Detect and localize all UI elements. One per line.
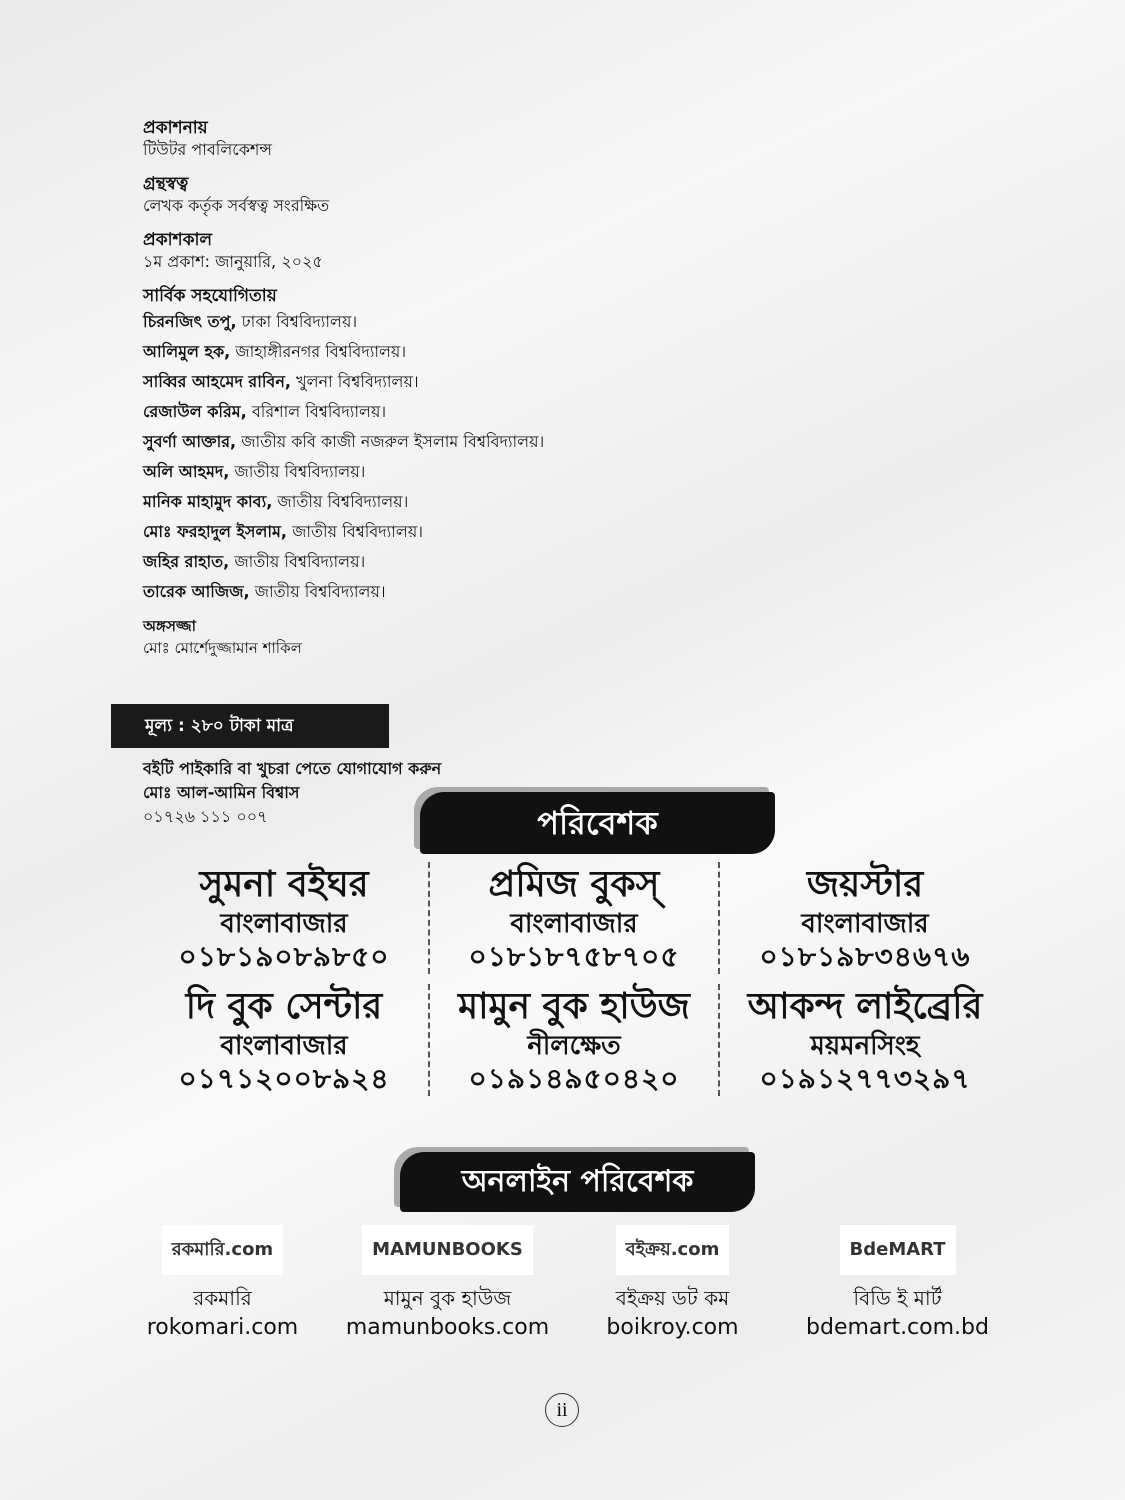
shop-name: বইক্রয় ডট কম <box>615 1286 730 1310</box>
distributor-card <box>720 862 1010 974</box>
credit-name: সাব্বির আহমেদ রাবিন, <box>143 372 291 391</box>
distributor-name: প্রমিজ বুকস্ <box>488 864 660 905</box>
shop-name: মামুন বুক হাউজ <box>383 1286 512 1310</box>
credit-item <box>143 427 703 457</box>
credit-institution: জাতীয় বিশ্ববিদ্যালয়। <box>234 552 366 571</box>
credit-item <box>143 397 703 427</box>
distributor-name: আকন্দ লাইব্রেরি <box>747 986 983 1027</box>
credit-item <box>143 547 703 577</box>
shop-logo: MAMUNBOOKS <box>362 1225 533 1275</box>
credit-item <box>143 307 703 337</box>
contact-phone: ০১৭২৬ ১১১ ০০৭ <box>143 807 268 826</box>
credit-item <box>143 487 703 517</box>
distributor-location: বাংলাবাজার <box>510 909 638 939</box>
credit-name: মোঃ ফরহাদুল ইসলাম, <box>143 522 287 541</box>
credit-institution: ঢাকা বিশ্ববিদ্যালয়। <box>241 312 358 331</box>
page-number: ii <box>545 1393 579 1427</box>
distributor-phone: ০১৭১২০০৮৯২৪ <box>178 1062 390 1095</box>
distributor-phone: ০১৮১৯০৮৯৮৫০ <box>178 940 390 973</box>
distributor-card <box>430 862 720 974</box>
distributor-phone: ০১৯১৪৯৫০৪২০ <box>468 1062 680 1095</box>
online-shop <box>110 1225 335 1343</box>
publisher: টিউটর পাবলিকেশন্স <box>143 140 272 159</box>
imprint-info <box>143 117 703 671</box>
shop-name: বিডি ই মার্ট <box>853 1286 942 1310</box>
credit-institution: জাতীয় বিশ্ববিদ্যালয়। <box>277 492 409 511</box>
credit-item <box>143 457 703 487</box>
design-label: অঙ্গসজ্জা <box>143 617 196 635</box>
credits-list <box>143 307 703 607</box>
shop-logo: রকমারি.com <box>162 1225 283 1275</box>
credit-name: মানিক মাহামুদ কাব্য, <box>143 492 273 511</box>
distributor-card <box>140 862 430 974</box>
distributor-phone: ০১৮১৮৭৫৮৭০৫ <box>468 940 680 973</box>
credit-name: অলি আহমদ, <box>143 462 230 481</box>
pubdate-label: প্রকাশকাল <box>143 230 213 250</box>
shop-url[interactable]: rokomari.com <box>146 1315 299 1340</box>
shop-name: রকমারি <box>193 1286 252 1310</box>
price-box: মূল্য : ২৮০ টাকা মাত্র <box>111 704 389 748</box>
credit-item <box>143 577 703 607</box>
distributor-name: সুমনা বইঘর <box>199 864 369 905</box>
pubdate: ১ম প্রকাশ: জানুয়ারি, ২০২৫ <box>143 252 323 271</box>
distributor-card <box>720 984 1010 1096</box>
shop-logo: বইক্রয়.com <box>616 1225 730 1275</box>
online-shop <box>785 1225 1010 1343</box>
credit-name: চিরনজিৎ তপু, <box>143 312 237 331</box>
distributor-name: দি বুক সেন্টার <box>185 986 383 1027</box>
credit-institution: বরিশাল বিশ্ববিদ্যালয়। <box>251 402 387 421</box>
credit-item <box>143 337 703 367</box>
distributor-location: নীলক্ষেত <box>527 1031 621 1061</box>
distributors-banner: পরিবেশক <box>420 792 775 854</box>
contact-name: মোঃ আল-আমিন বিশ্বাস <box>143 783 300 802</box>
publisher-label: প্রকাশনায় <box>143 118 208 138</box>
credit-name: জহির রাহাত, <box>143 552 230 571</box>
shop-logo: BdeMART <box>840 1225 956 1275</box>
credit-name: তারেক আজিজ, <box>143 582 250 601</box>
contact-heading: বইটি পাইকারি বা খুচরা পেতে যোগাযোগ করুন <box>143 759 442 778</box>
copyright: লেখক কর্তৃক সর্বস্বত্ব সংরক্ষিত <box>143 196 330 215</box>
credit-institution: জাতীয় বিশ্ববিদ্যালয়। <box>254 582 386 601</box>
credit-institution: জাতীয় বিশ্ববিদ্যালয়। <box>292 522 423 541</box>
distributor-phone: ০১৯১২৭৭৩২৯৭ <box>759 1062 971 1095</box>
distributor-card <box>140 984 430 1096</box>
contact-info <box>143 757 441 829</box>
credit-institution: জাতীয় বিশ্ববিদ্যালয়। <box>234 462 366 481</box>
support-label: সার্বিক সহযোগিতায় <box>143 286 277 306</box>
credit-item <box>143 367 703 397</box>
distributor-name: মামুন বুক হাউজ <box>458 986 690 1027</box>
online-distributors-banner: অনলাইন পরিবেশক <box>400 1152 755 1212</box>
credit-institution: খুলনা বিশ্ববিদ্যালয়। <box>296 372 419 391</box>
designer: মোঃ মোর্শেদুজ্জামান শাকিল <box>143 639 302 657</box>
distributor-location: বাংলাবাজার <box>220 909 348 939</box>
credit-institution: জাহাঙ্গীরনগর বিশ্ববিদ্যালয়। <box>235 342 407 361</box>
credit-institution: জাতীয় কবি কাজী নজরুল ইসলাম বিশ্ববিদ্যালয়। <box>241 432 545 451</box>
distributor-location: বাংলাবাজার <box>801 909 929 939</box>
shop-url[interactable]: bdemart.com.bd <box>806 1315 989 1340</box>
credit-name: রেজাউল করিম, <box>143 402 247 421</box>
distributor-name: জয়স্টার <box>806 864 924 905</box>
distributor-card <box>430 984 720 1096</box>
online-shop <box>335 1225 560 1343</box>
shop-url[interactable]: boikroy.com <box>606 1315 739 1340</box>
online-shop <box>560 1225 785 1343</box>
shop-url[interactable]: mamunbooks.com <box>345 1315 550 1340</box>
credit-item <box>143 517 703 547</box>
distributor-location: ময়মনসিংহ <box>810 1031 920 1061</box>
distributor-location: বাংলাবাজার <box>220 1031 348 1061</box>
distributor-phone: ০১৮১৯৮৩৪৬৭৬ <box>759 940 971 973</box>
online-distributors <box>110 1225 1010 1343</box>
copyright-label: গ্রন্থস্বত্ব <box>143 174 189 194</box>
credit-name: সুবর্ণা আক্তার, <box>143 432 237 451</box>
distributors-grid <box>140 862 1010 1096</box>
credit-name: আলিমুল হক, <box>143 342 231 361</box>
